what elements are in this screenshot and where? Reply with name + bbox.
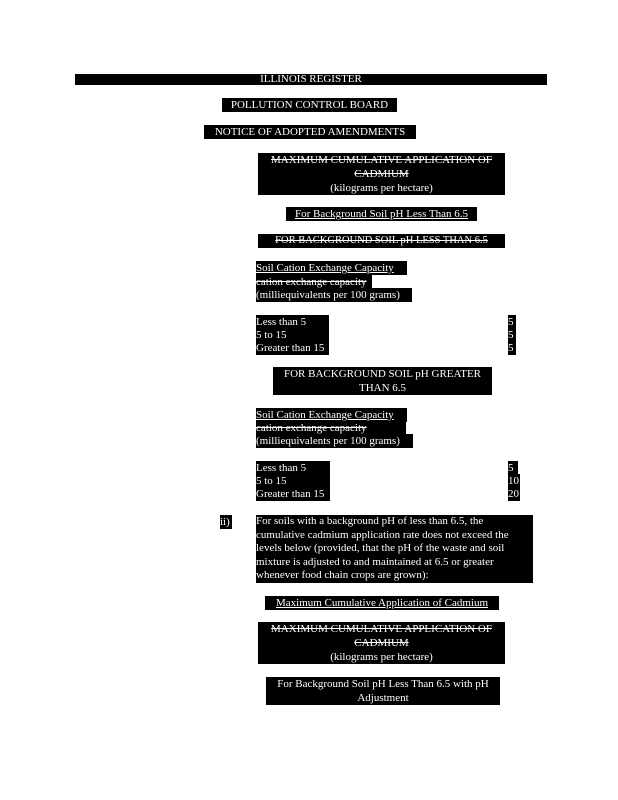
table1-cec-units: (milliequivalents per 100 grams): [256, 288, 412, 302]
item-paragraph: For soils with a background pH of less than 6.5, the cumulative cadmium application rate does not exceed the levels below (provided, that the pH of the waste and soil mixture is adjusted to and maintained at 6.5 or greater whenever food chain crops are grown):: [256, 515, 533, 583]
table1-row-label: Less than 5: [256, 315, 329, 329]
table2-cec-struck: cation exchange capacity: [256, 421, 406, 434]
table1-row-value: 5: [508, 315, 516, 329]
table2-section: FOR BACKGROUND SOIL pH GREATER THAN 6.5: [273, 367, 492, 395]
table2-row-label: Greater than 15: [256, 487, 330, 501]
table1-units: (kilograms per hectare): [258, 181, 505, 195]
table3-title-new: Maximum Cumulative Application of Cadmium: [265, 596, 499, 610]
table2-row-value: 20: [508, 488, 519, 500]
table2-row-label: Less than 5: [256, 461, 330, 475]
table1-cec-struck: cation exchange capacity: [256, 275, 372, 288]
table1-section-struck: FOR BACKGROUND SOIL pH LESS THAN 6.5: [258, 234, 505, 248]
table1-title-struck: MAXIMUM CUMULATIVE APPLICATION OF CADMIUM: [258, 153, 505, 181]
item-marker: ii): [220, 515, 232, 529]
table2-row-value: 10: [508, 475, 519, 487]
table2-cec-units: (milliequivalents per 100 grams): [256, 434, 413, 448]
table1-section-new: For Background Soil pH Less Than 6.5: [286, 207, 477, 221]
board-name: POLLUTION CONTROL BOARD: [222, 98, 397, 112]
register-title: ILLINOIS REGISTER: [260, 73, 362, 85]
notice-title: NOTICE OF ADOPTED AMENDMENTS: [204, 125, 416, 139]
register-header-bar: [75, 74, 547, 85]
table1-row-label: Greater than 15: [256, 341, 329, 355]
table1-row-value: 5: [508, 341, 516, 355]
table2-row-label: 5 to 15: [256, 474, 330, 488]
table3-section: For Background Soil pH Less Than 6.5 with pH Adjustment: [266, 677, 500, 705]
table1-cec-new: Soil Cation Exchange Capacity: [256, 261, 407, 275]
table1-row-label: 5 to 15: [256, 328, 329, 342]
table2-cec-new: Soil Cation Exchange Capacity: [256, 408, 407, 422]
table2-row-value: 5: [508, 461, 518, 475]
table3-title-struck: MAXIMUM CUMULATIVE APPLICATION OF CADMIUM: [258, 622, 505, 650]
table1-row-value: 5: [508, 328, 516, 342]
table3-units: (kilograms per hectare): [258, 650, 505, 664]
